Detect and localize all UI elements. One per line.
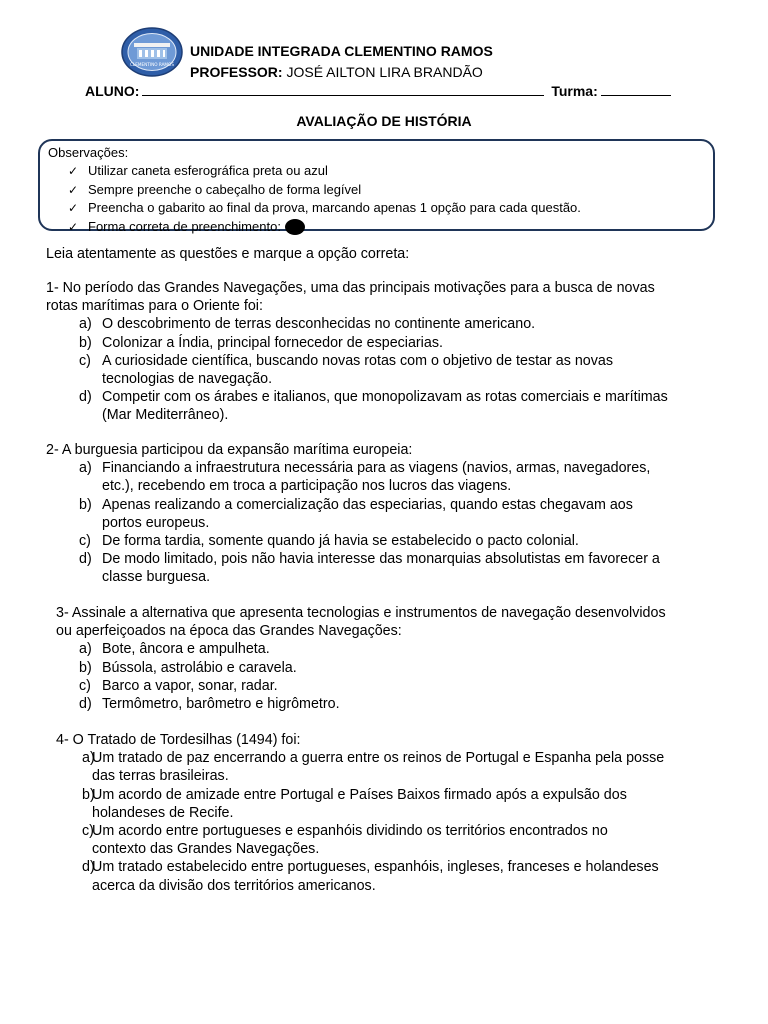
checkmark-icon: ✓: [68, 201, 79, 215]
answer-option[interactable]: [79, 459, 660, 495]
instructions: Leia atentamente as questões e marque a opção correta:: [46, 246, 410, 262]
question-stem: 1- No período das Grandes Navegações, uma das principais motivações para a busca de novas: [46, 280, 655, 296]
answer-option[interactable]: [79, 695, 666, 713]
option-letter: b): [79, 334, 92, 351]
option-letter: a): [79, 460, 92, 477]
observation-item: [68, 199, 581, 218]
student-name-blank[interactable]: [142, 84, 544, 96]
class-blank[interactable]: [601, 84, 671, 96]
answer-option[interactable]: [82, 786, 664, 822]
professor-name: JOSÉ AILTON LIRA BRANDÃO: [286, 64, 483, 80]
student-line: [85, 83, 674, 99]
question-2: [46, 441, 660, 587]
observations-box: [38, 139, 715, 234]
option-text: portos europeus.: [102, 514, 210, 531]
option-text: Bote, âncora e ampulheta.: [102, 641, 270, 658]
professor-line: [190, 63, 483, 81]
option-text: acerca da divisão dos territórios americanos.: [92, 877, 376, 894]
option-text: Competir com os árabes e italianos, que monopolizavam as rotas comerciais e marítimas: [102, 389, 668, 406]
logo-text: CLEMENTINO RAMOS: [129, 62, 175, 67]
option-letter: b): [79, 659, 92, 676]
observations-title: Observações:: [48, 145, 129, 160]
observation-item: [68, 218, 581, 237]
observation-text: Sempre preenche o cabeçalho de forma legível: [88, 181, 362, 197]
checkmark-icon: ✓: [68, 219, 79, 234]
option-letter: b): [82, 786, 95, 803]
option-letter: a): [82, 750, 95, 767]
option-letter: c): [79, 533, 91, 550]
option-text: Um acordo entre portugueses e espanhóis dividindo os territórios encontrados no: [92, 823, 608, 840]
option-text: Bússola, astrolábio e caravela.: [102, 659, 297, 676]
option-letter: d): [79, 696, 92, 713]
option-letter: d): [79, 389, 92, 406]
question-4: [56, 731, 664, 895]
option-text: Um tratado estabelecido entre portugueses, espanhóis, ingleses, franceses e holandeses: [92, 859, 659, 876]
option-letter: c): [82, 823, 94, 840]
school-name: UNIDADE INTEGRADA CLEMENTINO RAMOS: [190, 43, 493, 59]
answer-option[interactable]: [82, 822, 664, 858]
filled-bubble-icon: [285, 219, 305, 235]
checkmark-icon: ✓: [68, 182, 79, 197]
option-text: A curiosidade científica, buscando novas rotas com o objetivo de testar as novas: [102, 352, 614, 369]
answer-option[interactable]: [79, 388, 668, 424]
question-stem: 4- O Tratado de Tordesilhas (1494) foi:: [56, 732, 301, 748]
option-text: De forma tardia, somente quando já havia se estabelecido o pacto colonial.: [102, 533, 579, 550]
answer-option[interactable]: [79, 550, 660, 586]
option-text: Apenas realizando a comercialização das especiarias, quando estas chegavam aos: [102, 496, 633, 513]
option-text: (Mar Mediterrâneo).: [102, 407, 229, 424]
answer-option[interactable]: [79, 315, 668, 333]
question-stem: 3- Assinale a alternativa que apresenta tecnologias e instrumentos de navegação desenvolvidos: [56, 605, 666, 621]
option-letter: a): [79, 641, 92, 658]
observation-item: [68, 181, 581, 200]
school-logo-icon: [121, 27, 183, 77]
option-letter: c): [79, 677, 91, 694]
option-text: das terras brasileiras.: [92, 768, 229, 785]
option-text: Um acordo de amizade entre Portugal e Países Baixos firmado após a expulsão dos: [92, 786, 627, 803]
class-label: Turma:: [551, 83, 598, 99]
answer-option[interactable]: [79, 532, 660, 550]
option-text: Colonizar a Índia, principal fornecedor de especiarias.: [102, 334, 443, 351]
answer-option[interactable]: [79, 659, 666, 677]
answer-option[interactable]: [79, 496, 660, 532]
observations-list: [68, 162, 581, 236]
answer-option[interactable]: [79, 334, 668, 352]
observation-text: Forma correta de preenchimento:: [88, 218, 281, 234]
checkmark-icon: ✓: [68, 164, 79, 178]
observation-text: Preencha o gabarito ao final da prova, marcando apenas 1 opção para cada questão.: [88, 200, 581, 215]
option-letter: d): [82, 859, 95, 876]
question-stem: rotas marítimas para o Oriente foi:: [46, 298, 263, 315]
option-text: Termômetro, barômetro e higrômetro.: [102, 696, 340, 713]
observation-item: [68, 162, 581, 181]
option-letter: a): [79, 316, 92, 333]
question-stem: ou aperfeiçoados na época das Grandes Navegações:: [56, 623, 402, 640]
answer-option[interactable]: [79, 640, 666, 658]
professor-label: PROFESSOR:: [190, 64, 283, 80]
answer-option[interactable]: [79, 677, 666, 695]
option-text: De modo limitado, pois não havia interesse das monarquias absolutistas em favorecer a: [102, 551, 660, 568]
question-3: [56, 604, 666, 713]
option-text: Um tratado de paz encerrando a guerra entre os reinos de Portugal e Espanha pela posse: [92, 750, 665, 767]
question-stem: 2- A burguesia participou da expansão marítima europeia:: [46, 442, 413, 458]
answer-option[interactable]: [79, 352, 668, 388]
option-text: classe burguesa.: [102, 569, 211, 586]
option-letter: d): [79, 551, 92, 568]
option-letter: b): [79, 496, 92, 513]
option-text: Barco a vapor, sonar, radar.: [102, 677, 278, 694]
option-text: etc.), recebendo em troca a participação nos lucros das viagens.: [102, 478, 512, 495]
exam-title: AVALIAÇÃO DE HISTÓRIA: [296, 113, 472, 129]
question-1: [46, 279, 668, 425]
option-text: tecnologias de navegação.: [102, 371, 273, 388]
observation-text: Utilizar caneta esferográfica preta ou azul: [88, 163, 328, 178]
answer-option[interactable]: [82, 858, 664, 894]
answer-option[interactable]: [82, 749, 664, 785]
student-label: ALUNO:: [85, 83, 140, 99]
option-text: contexto das Grandes Navegações.: [92, 841, 320, 858]
option-text: O descobrimento de terras desconhecidas no continente americano.: [102, 316, 536, 333]
option-letter: c): [79, 352, 91, 369]
option-text: holandeses de Recife.: [92, 804, 234, 821]
option-text: Financiando a infraestrutura necessária para as viagens (navios, armas, navegadores,: [102, 460, 651, 477]
